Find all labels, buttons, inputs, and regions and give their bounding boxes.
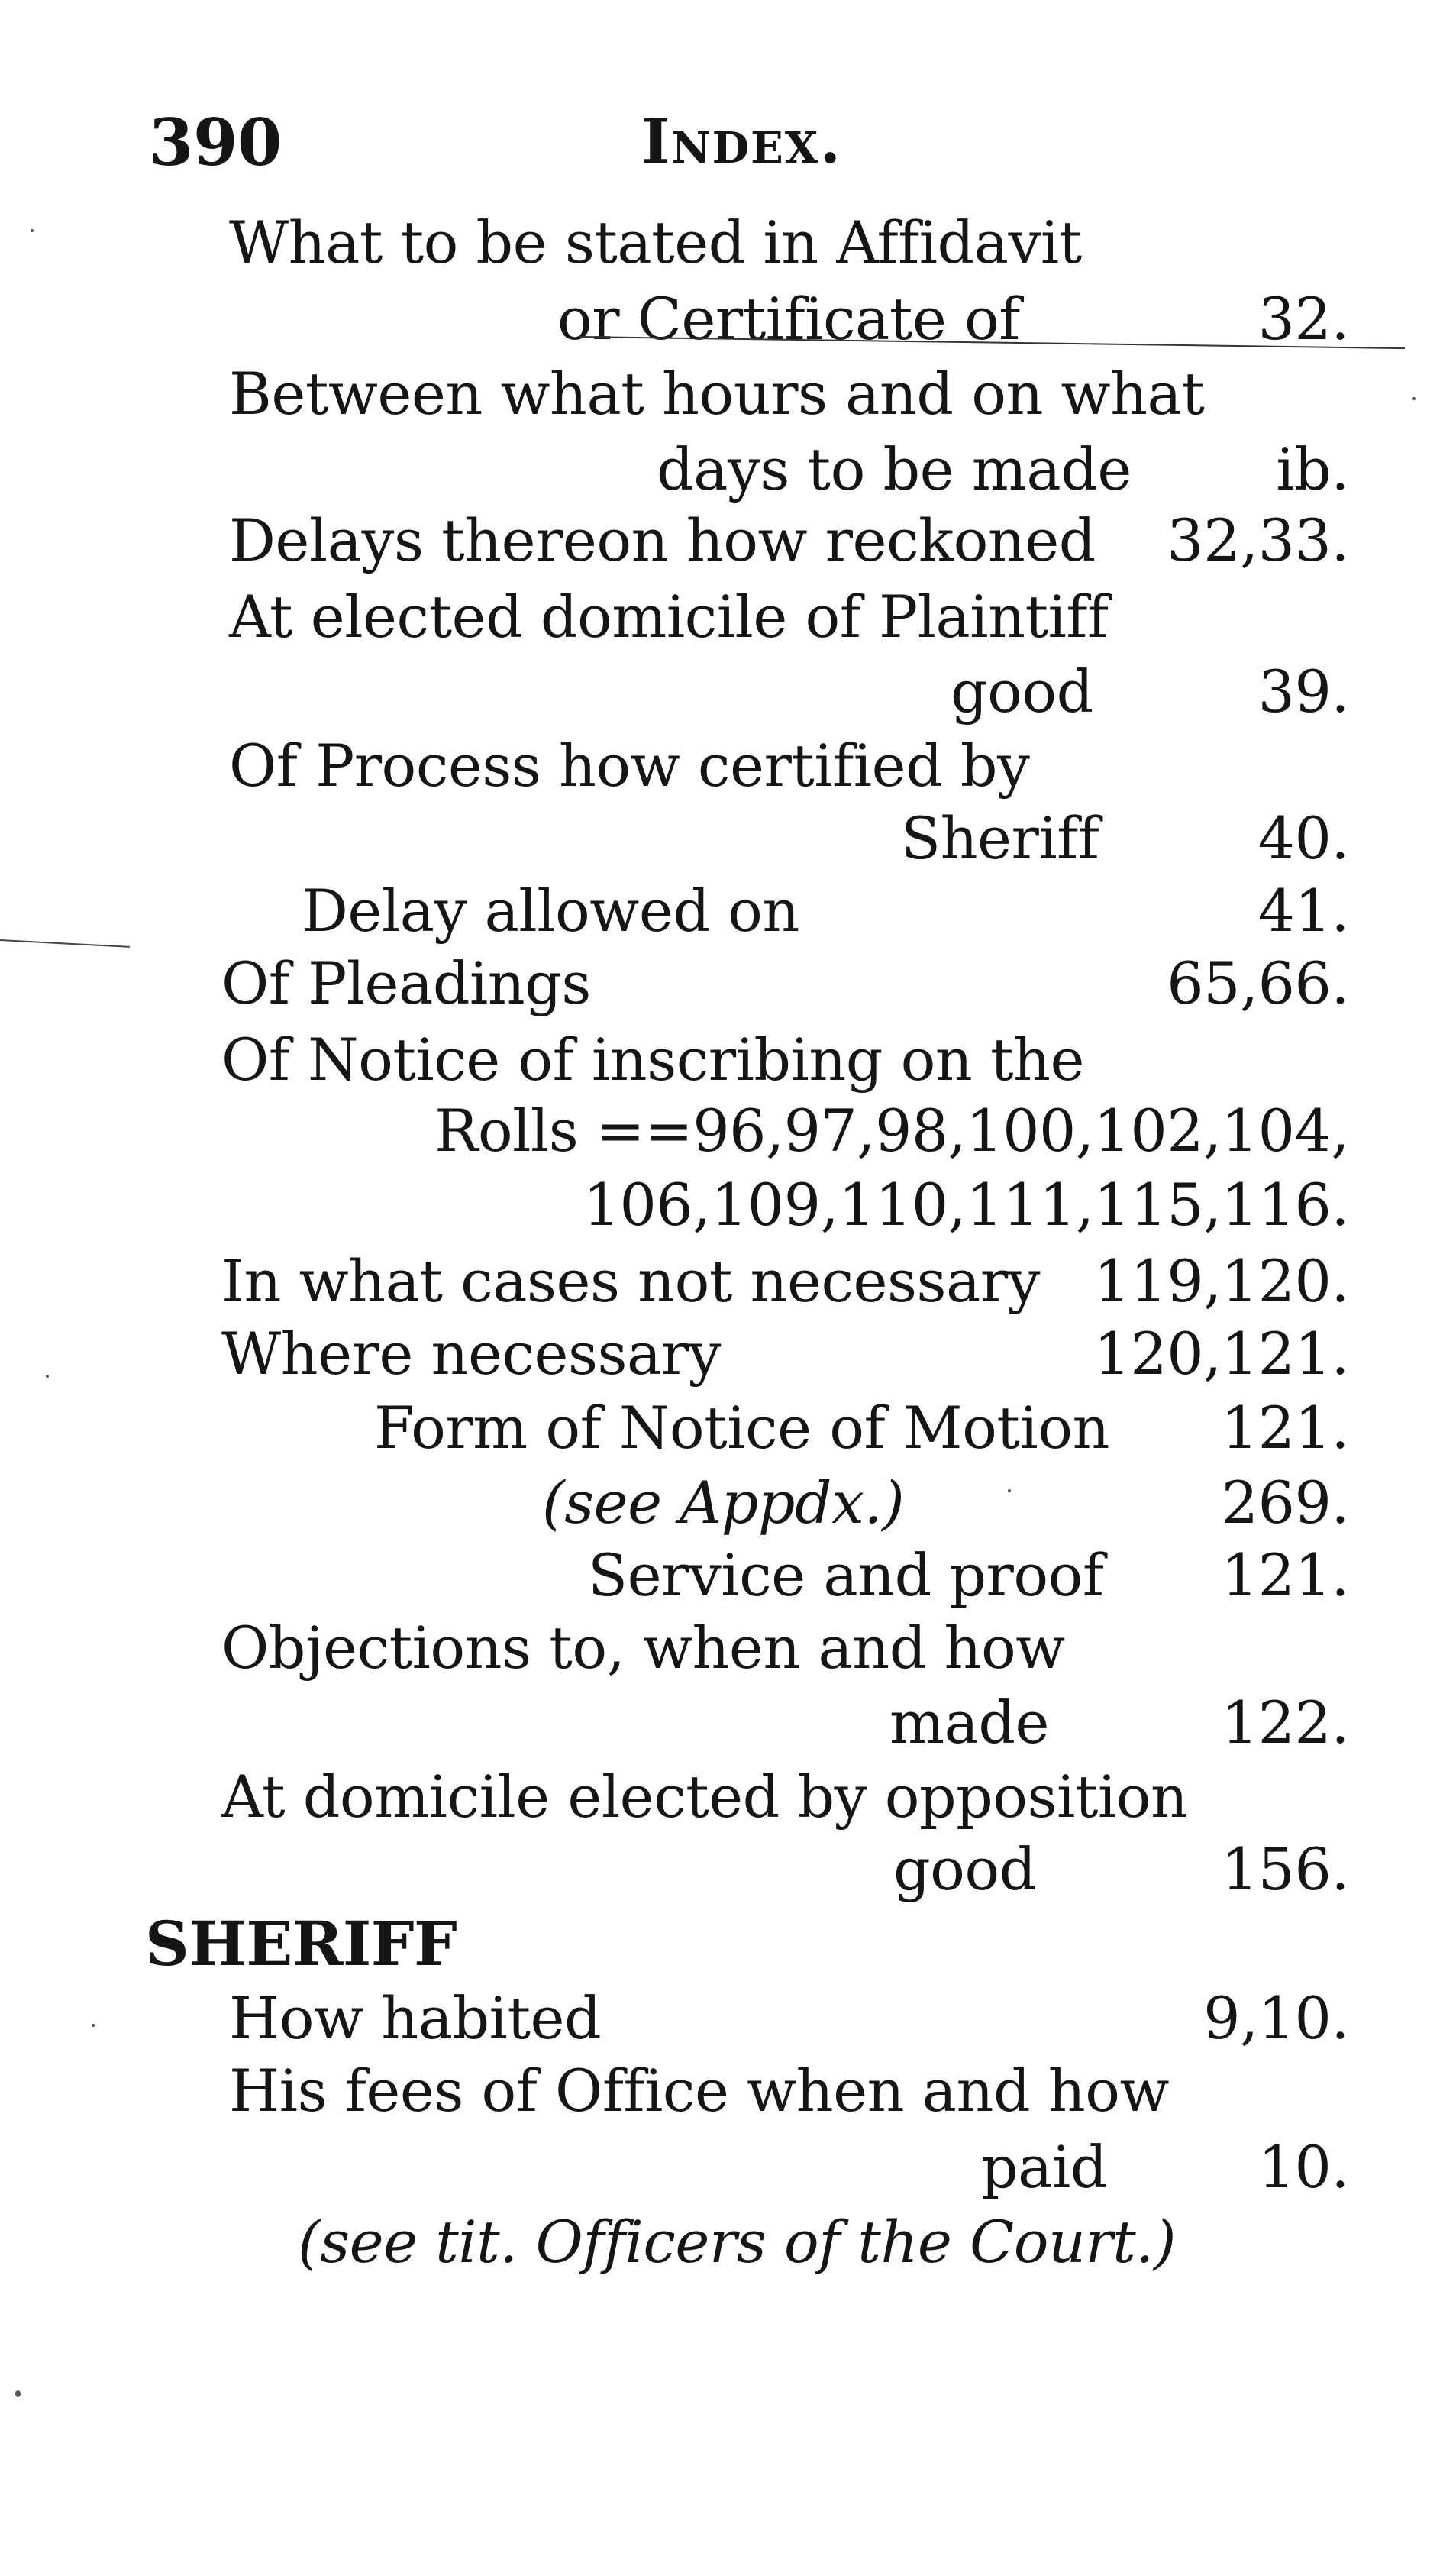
entry-text: Delay allowed on	[302, 877, 799, 945]
entry-page: 65,66.	[1167, 949, 1349, 1017]
entry-page: 121.	[1221, 1394, 1349, 1462]
entry-page: 122.	[1221, 1689, 1349, 1757]
entry-page: 120,121.	[1093, 1320, 1349, 1388]
paper-speck	[31, 229, 34, 232]
entry-page: 32,33.	[1167, 506, 1349, 574]
entry-text: At domicile elected by opposition	[221, 1763, 1188, 1831]
entry-text: His fees of Office when and how	[229, 2057, 1170, 2125]
entry-text: Between what hours and on what	[229, 360, 1205, 428]
entry-text: days to be made	[657, 435, 1132, 503]
entry-page: 40.	[1257, 804, 1349, 872]
entry-text: good	[951, 658, 1093, 726]
entry-page: 10.	[1257, 2133, 1349, 2201]
entry-text: How habited	[229, 1984, 602, 2052]
entry-text: good	[893, 1835, 1036, 1903]
entry-text: At elected domicile of Plaintiff	[229, 583, 1109, 651]
paper-speck	[1412, 397, 1416, 400]
entry-text: Where necessary	[221, 1320, 722, 1388]
entry-page: 121.	[1221, 1541, 1349, 1609]
paper-speck	[15, 2390, 21, 2397]
section-heading-sheriff: SHERIFF	[145, 1908, 457, 1980]
entry-page: ib.	[1276, 435, 1349, 503]
see-also-note: (see tit. Officers of the Court.)	[298, 2208, 1177, 2276]
page-number: 390	[149, 105, 282, 180]
entry-text: made	[889, 1689, 1050, 1757]
entry-text: What to be stated in Affidavit	[229, 208, 1082, 276]
entry-text: (see Appdx.)	[542, 1469, 905, 1537]
entry-page: 156.	[1221, 1835, 1349, 1903]
entry-text: 106,109,110,111,115,116.	[583, 1171, 1349, 1239]
entry-page: 9,10.	[1203, 1984, 1349, 2052]
entry-page: 41.	[1257, 877, 1349, 945]
paper-speck	[92, 2024, 95, 2027]
entry-text: In what cases not necessary	[221, 1247, 1041, 1315]
entry-text: or Certificate of	[557, 285, 1020, 353]
entry-page: 39.	[1257, 658, 1349, 726]
entry-text: Objections to, when and how	[221, 1614, 1065, 1682]
entry-text: Of Notice of inscribing on the	[221, 1026, 1084, 1094]
paper-speck	[46, 1375, 49, 1378]
entry-text: Delays thereon how reckoned	[229, 506, 1096, 574]
entry-text: Sheriff	[901, 804, 1099, 872]
edge-mark	[0, 939, 130, 948]
entry-page: 119,120.	[1093, 1247, 1349, 1315]
entry-text: Rolls ==96,97,98,100,102,104,	[434, 1097, 1349, 1165]
entry-text: Service and proof	[588, 1541, 1104, 1609]
page-title: Index.	[641, 105, 843, 177]
entry-page: 32.	[1257, 285, 1349, 353]
entry-text: Of Pleadings	[221, 949, 591, 1017]
entry-text: paid	[981, 2133, 1107, 2201]
entry-text: Form of Notice of Motion	[374, 1394, 1109, 1462]
entry-page: 269.	[1221, 1469, 1349, 1537]
entry-text: Of Process how certified by	[229, 732, 1030, 800]
paper-speck	[1008, 1489, 1011, 1492]
